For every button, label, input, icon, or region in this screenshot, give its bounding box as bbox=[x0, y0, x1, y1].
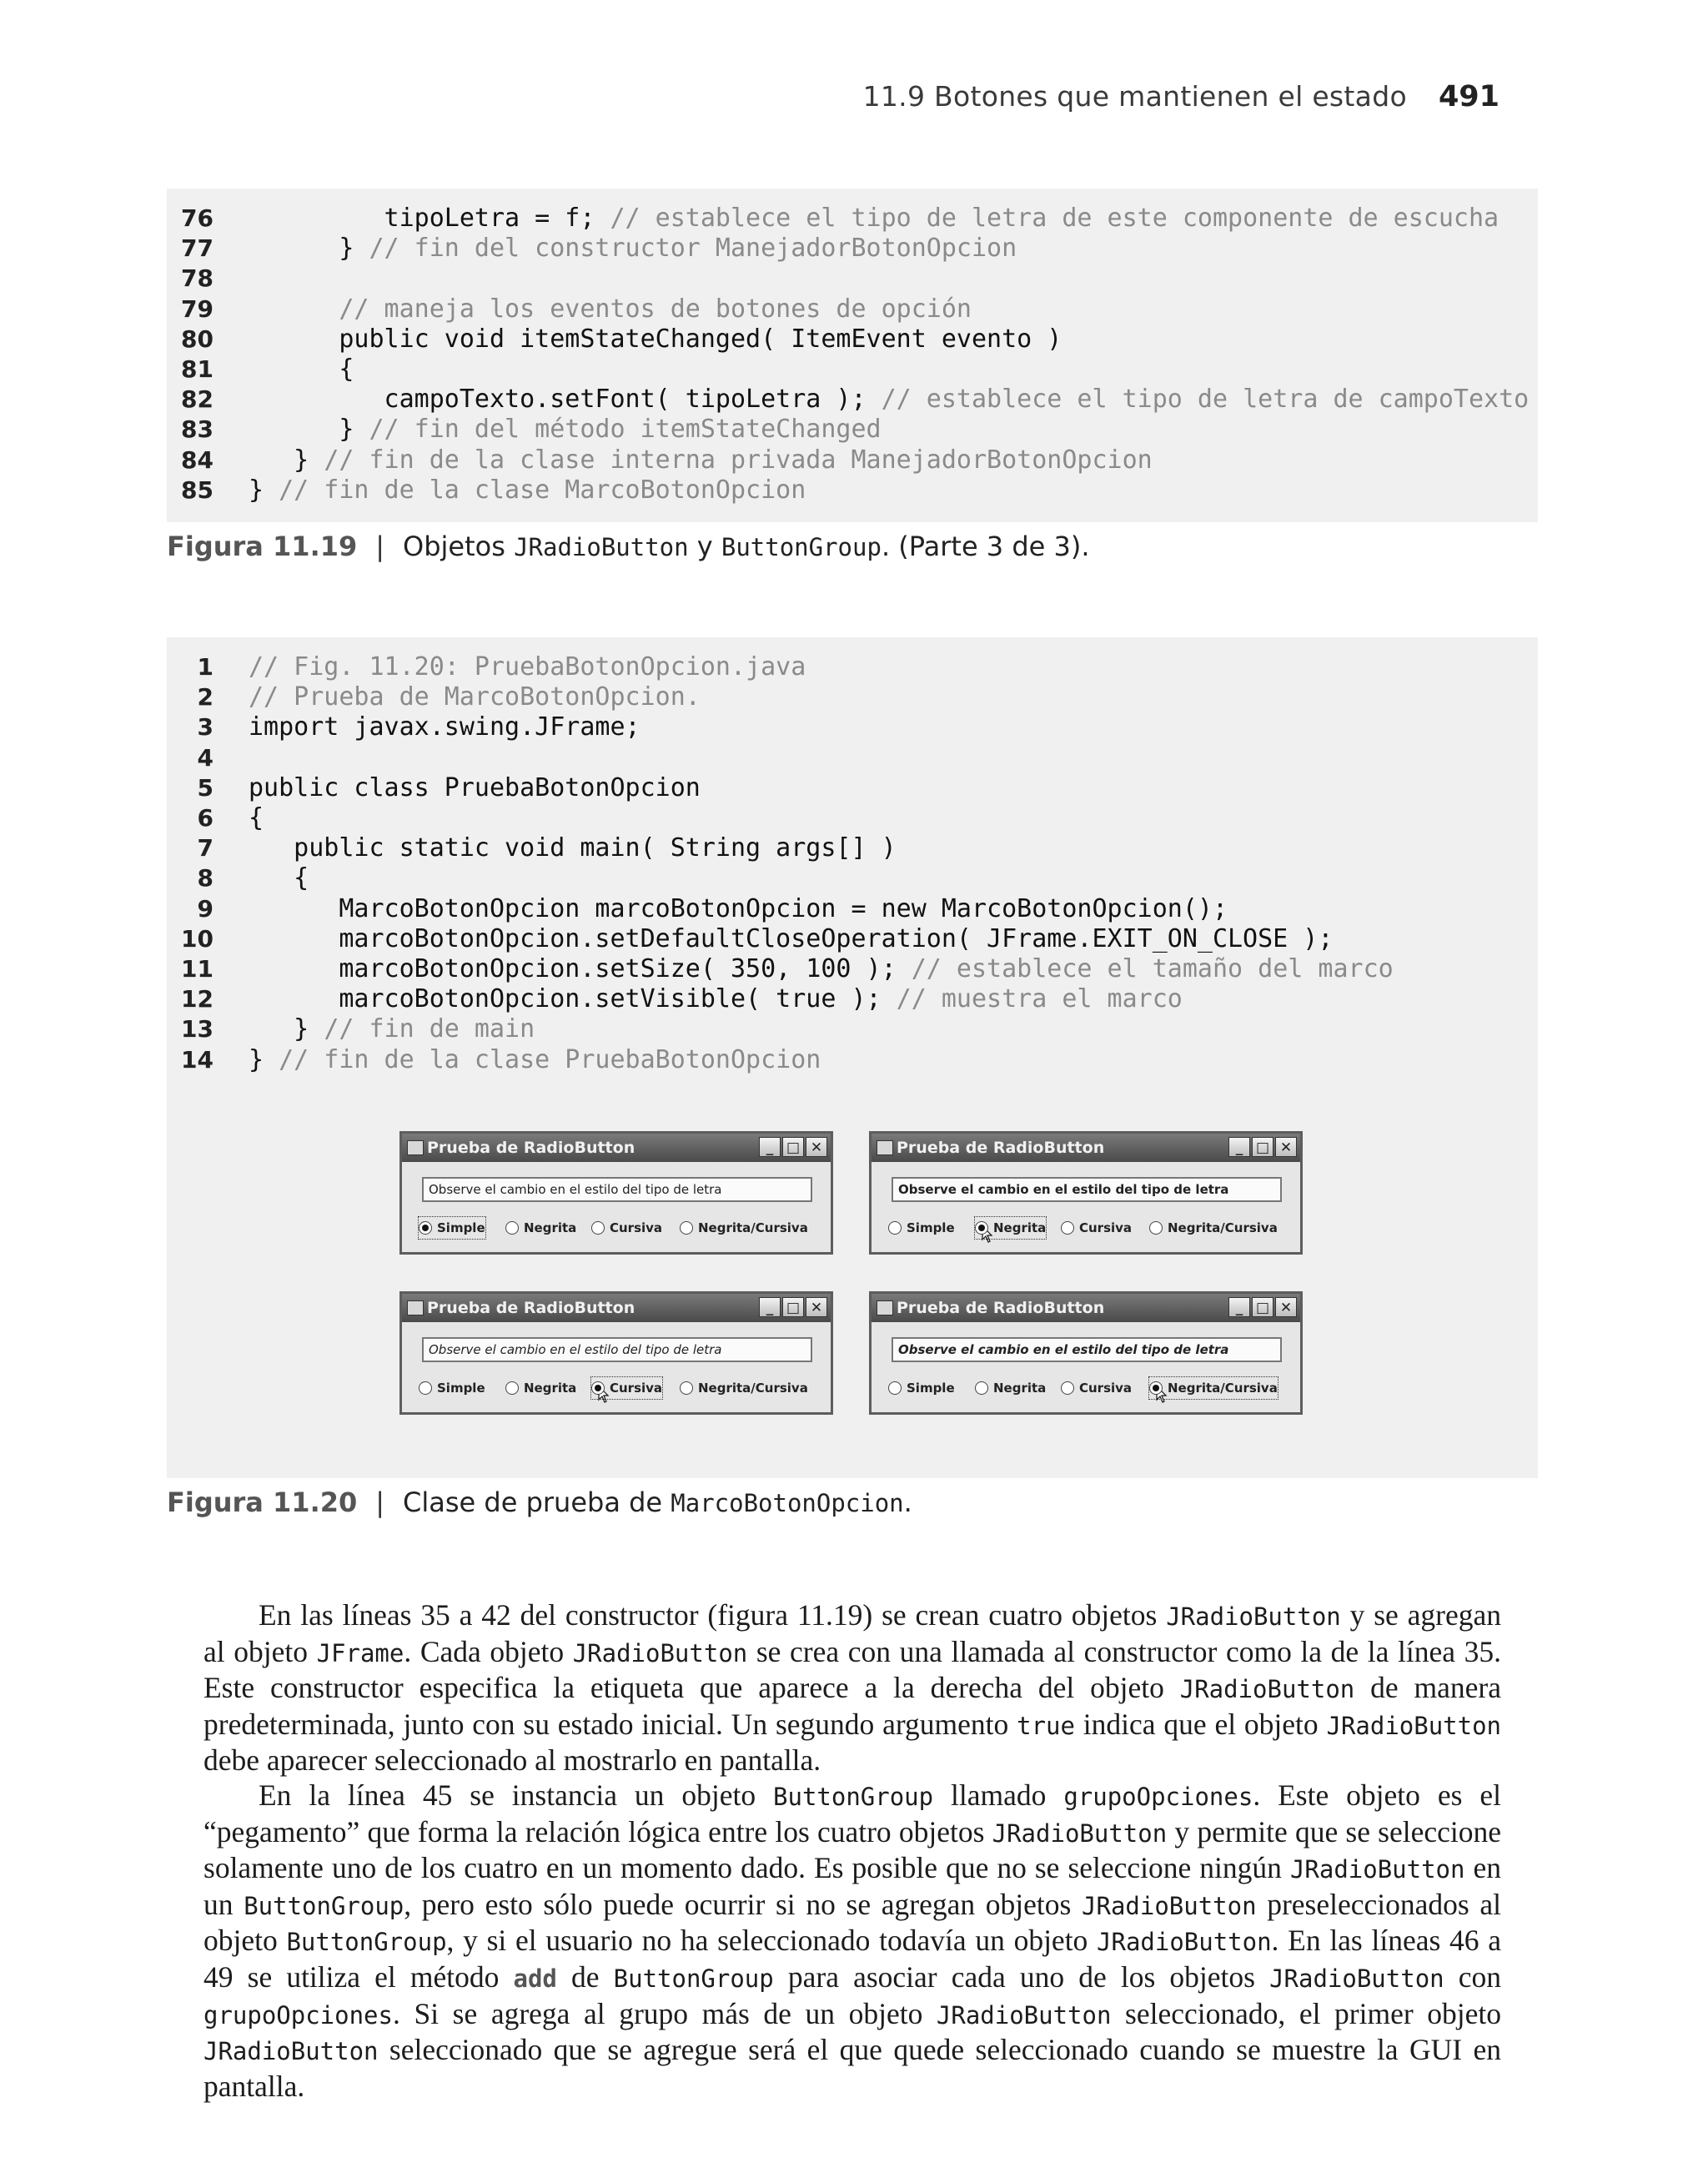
code-statement: { bbox=[249, 863, 309, 893]
radio-group bbox=[419, 1377, 819, 1399]
code-comment: // establece el tipo de letra de campoTexto bbox=[881, 385, 1530, 415]
text-run: se crea con una llamada al constructor como la de la línea 35. Este constructor especifica la etiqueta que aparece a la derecha del objeto bbox=[203, 1634, 1501, 1705]
close-icon[interactable]: ✕ bbox=[806, 1137, 827, 1157]
radio-indicator-icon bbox=[505, 1221, 519, 1235]
radio-cursiva[interactable] bbox=[591, 1217, 662, 1239]
text-run: En la línea 45 se instancia un objeto bbox=[259, 1778, 774, 1812]
radio-label: Negrita bbox=[524, 1220, 577, 1235]
code-comment: // fin de la clase PruebaBotonOpcion bbox=[279, 1044, 821, 1074]
line-number: 2 bbox=[197, 683, 214, 712]
code-text bbox=[249, 984, 1183, 1014]
radio-label: Cursiva bbox=[1079, 1381, 1133, 1396]
text-run: . En las líneas 46 a 49 se utiliza el método bbox=[203, 1924, 1501, 1994]
text-field[interactable]: Observe el cambio en el estilo del tipo de letra bbox=[892, 1337, 1282, 1362]
code-comment: // fin de main bbox=[324, 1014, 535, 1044]
inline-code-bold: add bbox=[513, 1964, 557, 1993]
code-text bbox=[249, 385, 1529, 415]
app-window-screenshot bbox=[399, 1291, 833, 1415]
radio-label: Simple bbox=[437, 1381, 485, 1396]
code-text bbox=[249, 773, 701, 803]
radio-label: Negrita bbox=[524, 1381, 577, 1396]
code-comment: // fin de la clase interna privada ManejadorBotonOpcion bbox=[324, 445, 1153, 475]
figure-label: Figura 11.20 bbox=[167, 1486, 358, 1518]
code-listing-fig-11-19 bbox=[167, 189, 1538, 522]
caption-text: . (Parte 3 de 3). bbox=[881, 531, 1090, 562]
radio-cursiva[interactable] bbox=[1061, 1377, 1132, 1399]
window-title: Prueba de RadioButton bbox=[897, 1139, 1105, 1157]
code-comment: // Fig. 11.20: PruebaBotonOpcion.java bbox=[249, 652, 806, 682]
maximize-icon[interactable]: □ bbox=[1252, 1297, 1273, 1317]
code-statement: public class PruebaBotonOpcion bbox=[249, 772, 701, 802]
inline-code: JRadioButton bbox=[1269, 1964, 1444, 1993]
radio-label: Simple bbox=[907, 1220, 955, 1235]
radio-group bbox=[419, 1217, 819, 1239]
code-text bbox=[249, 324, 1062, 355]
paragraph bbox=[203, 1598, 1501, 1778]
radio-indicator-icon bbox=[1061, 1381, 1074, 1395]
window-title-bar bbox=[402, 1294, 831, 1322]
text-run: , y si el usuario no ha seleccionado todavía un objeto bbox=[446, 1924, 1098, 1958]
code-text bbox=[249, 863, 309, 893]
line-number: 6 bbox=[197, 804, 214, 832]
inline-code: JRadioButton bbox=[1326, 1711, 1501, 1740]
radio-label: Negrita/Cursiva bbox=[1168, 1220, 1278, 1235]
inline-code: JRadioButton bbox=[1166, 1602, 1341, 1631]
inline-code: ButtonGroup bbox=[613, 1964, 774, 1993]
code-statement: campoTexto.setFont( tipoLetra ); bbox=[249, 385, 882, 415]
radio-negrita-cursiva[interactable] bbox=[680, 1217, 808, 1239]
radio-negrita[interactable] bbox=[975, 1217, 1046, 1239]
radio-indicator-icon bbox=[1149, 1221, 1163, 1235]
text-run: para asociar cada uno de los objetos bbox=[773, 1959, 1270, 1994]
close-icon[interactable]: ✕ bbox=[1275, 1297, 1297, 1317]
code-text bbox=[249, 1014, 535, 1044]
radio-simple[interactable] bbox=[419, 1377, 485, 1399]
window-title-bar bbox=[872, 1294, 1300, 1322]
radio-indicator-icon bbox=[680, 1221, 693, 1235]
text-field[interactable]: Observe el cambio en el estilo del tipo de letra bbox=[422, 1337, 812, 1362]
radio-label: Cursiva bbox=[1079, 1220, 1133, 1235]
line-number: 1 bbox=[197, 653, 214, 681]
line-number: 12 bbox=[181, 985, 214, 1014]
code-text bbox=[249, 234, 1017, 264]
java-window-icon bbox=[877, 1140, 893, 1155]
radio-negrita[interactable] bbox=[505, 1377, 576, 1399]
caption-code: ButtonGroup bbox=[721, 533, 882, 561]
text-run: , pero esto sólo puede ocurrir si no se agregan objetos bbox=[404, 1887, 1083, 1921]
inline-code: JFrame bbox=[316, 1638, 404, 1667]
radio-label: Negrita bbox=[993, 1381, 1047, 1396]
caption-separator: | bbox=[375, 1486, 385, 1518]
line-number: 85 bbox=[181, 475, 214, 504]
code-statement: marcoBotonOpcion.setDefaultCloseOperation( JFrame.EXIT_ON_CLOSE ); bbox=[249, 923, 1334, 953]
text-run: y se agregan al objeto bbox=[203, 1598, 1501, 1668]
minimize-icon[interactable]: _ bbox=[1228, 1297, 1250, 1317]
line-number: 11 bbox=[181, 955, 214, 983]
app-window-screenshot bbox=[869, 1291, 1303, 1415]
code-statement: MarcoBotonOpcion marcoBotonOpcion = new MarcoBotonOpcion(); bbox=[249, 893, 1228, 923]
line-number: 81 bbox=[181, 355, 214, 383]
radio-indicator-icon bbox=[591, 1381, 605, 1395]
running-header bbox=[863, 80, 1500, 120]
inline-code: JRadioButton bbox=[936, 2000, 1112, 2030]
code-text bbox=[249, 682, 701, 712]
text-run: de manera predeterminada, junto con su estado inicial. Un segundo argumento bbox=[203, 1671, 1501, 1741]
window-title: Prueba de RadioButton bbox=[427, 1139, 635, 1157]
radio-indicator-icon bbox=[1149, 1381, 1163, 1395]
code-comment: // establece el tipo de letra de este componente de escucha bbox=[610, 204, 1500, 233]
line-number: 80 bbox=[181, 324, 214, 353]
text-run: . Este objeto es el “pegamento” que forma la relación lógica entre los cuatro objetos bbox=[203, 1778, 1501, 1849]
inline-code: ButtonGroup bbox=[286, 1928, 447, 1957]
caption-text: Clase de prueba de bbox=[403, 1486, 671, 1518]
text-run: . Cada objeto bbox=[404, 1634, 573, 1668]
inline-code: grupoOpciones bbox=[203, 2000, 393, 2030]
code-statement: marcoBotonOpcion.setSize( 350, 100 ); bbox=[249, 954, 912, 983]
text-run: llamado bbox=[933, 1778, 1064, 1812]
inline-code: ButtonGroup bbox=[244, 1891, 404, 1920]
line-number: 76 bbox=[181, 204, 214, 232]
maximize-icon[interactable]: □ bbox=[782, 1137, 804, 1157]
radio-simple[interactable] bbox=[888, 1377, 955, 1399]
caption-separator: | bbox=[375, 531, 385, 562]
radio-indicator-icon bbox=[1061, 1221, 1074, 1235]
line-number: 77 bbox=[181, 234, 214, 263]
code-statement bbox=[249, 294, 339, 324]
maximize-icon[interactable]: □ bbox=[782, 1297, 804, 1317]
code-statement: marcoBotonOpcion.setVisible( true ); bbox=[249, 984, 897, 1014]
radio-label: Cursiva bbox=[610, 1220, 663, 1235]
radio-negrita-cursiva[interactable] bbox=[680, 1377, 808, 1399]
text-run: debe aparecer seleccionado al mostrarlo en pantalla. bbox=[203, 1743, 821, 1778]
line-number: 10 bbox=[181, 924, 214, 953]
minimize-icon[interactable]: _ bbox=[1228, 1137, 1250, 1157]
radio-simple[interactable] bbox=[419, 1217, 485, 1239]
text-run: En las líneas 35 a 42 del constructor (figura 11.19) se crean cuatro objetos bbox=[259, 1598, 1167, 1632]
radio-cursiva[interactable] bbox=[591, 1377, 662, 1399]
code-listing-fig-11-20 bbox=[167, 637, 1538, 1478]
code-comment: // Prueba de MarcoBotonOpcion. bbox=[249, 682, 701, 712]
radio-indicator-icon bbox=[680, 1381, 693, 1395]
radio-label: Negrita bbox=[993, 1220, 1047, 1235]
code-statement: { bbox=[249, 803, 264, 832]
code-comment: // maneja los eventos de botones de opción bbox=[339, 294, 972, 324]
radio-negrita-cursiva[interactable] bbox=[1149, 1217, 1278, 1239]
radio-indicator-icon bbox=[888, 1381, 902, 1395]
radio-label: Negrita/Cursiva bbox=[698, 1220, 808, 1235]
code-text bbox=[249, 712, 640, 742]
inline-code: JRadioButton bbox=[1082, 1891, 1257, 1920]
code-comment: // establece el tamaño del marco bbox=[911, 954, 1394, 983]
code-comment: // fin del constructor ManejadorBotonOpcion bbox=[369, 234, 1017, 264]
code-text bbox=[249, 355, 354, 385]
radio-indicator-icon bbox=[419, 1221, 432, 1235]
code-comment: // fin del método itemStateChanged bbox=[369, 415, 882, 445]
app-window-screenshot bbox=[869, 1131, 1303, 1255]
code-statement: } bbox=[249, 445, 324, 475]
line-number: 79 bbox=[181, 294, 214, 323]
text-run: y permite que se seleccione solamente uno de los cuatro en un momento dado. Es posible que no se seleccione ningún bbox=[203, 1814, 1502, 1885]
window-title: Prueba de RadioButton bbox=[897, 1299, 1105, 1317]
line-number: 3 bbox=[197, 713, 214, 742]
inline-code: JRadioButton bbox=[1097, 1928, 1272, 1957]
radio-indicator-icon bbox=[505, 1381, 519, 1395]
page-number: 491 bbox=[1438, 80, 1500, 113]
code-text bbox=[249, 475, 806, 506]
text-field[interactable]: Observe el cambio en el estilo del tipo de letra bbox=[892, 1177, 1282, 1202]
radio-label: Cursiva bbox=[610, 1381, 663, 1396]
caption-text: . bbox=[903, 1486, 912, 1518]
window-title: Prueba de RadioButton bbox=[427, 1299, 635, 1317]
code-statement: { bbox=[249, 355, 354, 384]
code-text bbox=[249, 954, 1394, 984]
window-title-bar bbox=[402, 1134, 831, 1162]
body-text bbox=[203, 1598, 1501, 2104]
text-run: . Si se agrega al grupo más de un objeto bbox=[392, 1996, 937, 2030]
caption-code: MarcoBotonOpcion bbox=[671, 1489, 904, 1517]
code-statement: tipoLetra = f; bbox=[249, 204, 610, 233]
caption-text: Objetos bbox=[403, 531, 515, 562]
java-window-icon bbox=[407, 1300, 424, 1315]
app-window-screenshot bbox=[399, 1131, 833, 1255]
radio-indicator-icon bbox=[419, 1381, 432, 1395]
radio-label: Simple bbox=[437, 1220, 485, 1235]
inline-code: JRadioButton bbox=[1179, 1675, 1355, 1704]
radio-group bbox=[888, 1217, 1289, 1239]
code-text bbox=[249, 1045, 821, 1075]
radio-negrita[interactable] bbox=[975, 1377, 1046, 1399]
line-number: 13 bbox=[181, 1015, 214, 1044]
code-text bbox=[249, 833, 897, 863]
minimize-icon[interactable]: _ bbox=[759, 1297, 781, 1317]
line-number: 82 bbox=[181, 385, 214, 414]
line-number: 78 bbox=[181, 264, 214, 293]
radio-simple[interactable] bbox=[888, 1217, 955, 1239]
code-text bbox=[249, 204, 1499, 234]
text-run: preseleccionados al objeto bbox=[203, 1887, 1501, 1958]
inline-code: JRadioButton bbox=[992, 1818, 1168, 1848]
code-statement: } bbox=[249, 1014, 324, 1044]
code-comment: // fin de la clase MarcoBotonOpcion bbox=[279, 475, 806, 505]
figure-label: Figura 11.19 bbox=[167, 531, 358, 562]
radio-indicator-icon bbox=[888, 1221, 902, 1235]
line-number: 84 bbox=[181, 445, 214, 474]
inline-code: grupoOpciones bbox=[1063, 1782, 1253, 1811]
code-text bbox=[249, 894, 1228, 924]
radio-indicator-icon bbox=[591, 1221, 605, 1235]
code-text bbox=[249, 445, 1153, 475]
caption-text: y bbox=[688, 531, 721, 562]
text-run: seleccionado, el primer objeto bbox=[1111, 1996, 1501, 2030]
line-number: 9 bbox=[197, 894, 214, 923]
text-field[interactable]: Observe el cambio en el estilo del tipo de letra bbox=[422, 1177, 812, 1202]
line-number: 5 bbox=[197, 773, 214, 802]
close-icon[interactable]: ✕ bbox=[1275, 1137, 1297, 1157]
code-text bbox=[249, 652, 806, 682]
figure-caption-11-19 bbox=[167, 531, 1090, 562]
inline-code: true bbox=[1017, 1711, 1075, 1740]
radio-cursiva[interactable] bbox=[1061, 1217, 1132, 1239]
radio-label: Negrita/Cursiva bbox=[698, 1381, 808, 1396]
text-run: en un bbox=[203, 1851, 1501, 1921]
line-number: 14 bbox=[181, 1045, 214, 1074]
radio-indicator-icon bbox=[975, 1381, 988, 1395]
caption-code: JRadioButton bbox=[514, 533, 689, 561]
maximize-icon[interactable]: □ bbox=[1252, 1137, 1273, 1157]
text-run: indica que el objeto bbox=[1074, 1707, 1327, 1741]
line-number: 83 bbox=[181, 415, 214, 444]
inline-code: JRadioButton bbox=[203, 2037, 379, 2066]
line-number: 7 bbox=[197, 834, 214, 863]
paragraph bbox=[203, 1778, 1501, 2104]
code-text bbox=[249, 415, 882, 445]
radio-negrita[interactable] bbox=[505, 1217, 576, 1239]
line-number: 8 bbox=[197, 864, 214, 893]
code-text bbox=[249, 294, 972, 324]
minimize-icon[interactable]: _ bbox=[759, 1137, 781, 1157]
close-icon[interactable]: ✕ bbox=[806, 1297, 827, 1317]
code-text bbox=[249, 803, 264, 833]
text-run: seleccionado que se agregue será el que quede seleccionado cuando se muestre la GUI en pantalla. bbox=[203, 2033, 1501, 2103]
code-statement: public static void main( String args[] ) bbox=[249, 833, 897, 863]
code-statement: } bbox=[249, 415, 369, 445]
code-statement: } bbox=[249, 475, 279, 505]
radio-indicator-icon bbox=[975, 1221, 988, 1235]
radio-label: Negrita/Cursiva bbox=[1168, 1381, 1278, 1396]
text-run: de bbox=[556, 1959, 614, 1994]
code-text bbox=[249, 924, 1333, 954]
java-window-icon bbox=[407, 1140, 424, 1155]
figure-caption-11-20 bbox=[167, 1486, 912, 1518]
code-statement: } bbox=[249, 234, 369, 264]
code-statement: public void itemStateChanged( ItemEvent evento ) bbox=[249, 324, 1062, 354]
code-statement: } bbox=[249, 1044, 279, 1074]
text-run: con bbox=[1444, 1959, 1501, 1994]
radio-negrita-cursiva[interactable] bbox=[1149, 1377, 1278, 1399]
inline-code: ButtonGroup bbox=[773, 1782, 934, 1811]
line-number: 4 bbox=[197, 743, 214, 772]
code-statement: import javax.swing.JFrame; bbox=[249, 712, 640, 742]
radio-label: Simple bbox=[907, 1381, 955, 1396]
radio-group bbox=[888, 1377, 1289, 1399]
code-comment: // muestra el marco bbox=[896, 984, 1183, 1014]
window-title-bar bbox=[872, 1134, 1300, 1162]
inline-code: JRadioButton bbox=[1289, 1855, 1465, 1884]
section-title: 11.9 Botones que mantienen el estado bbox=[862, 80, 1407, 113]
java-window-icon bbox=[877, 1300, 893, 1315]
inline-code: JRadioButton bbox=[572, 1638, 748, 1667]
